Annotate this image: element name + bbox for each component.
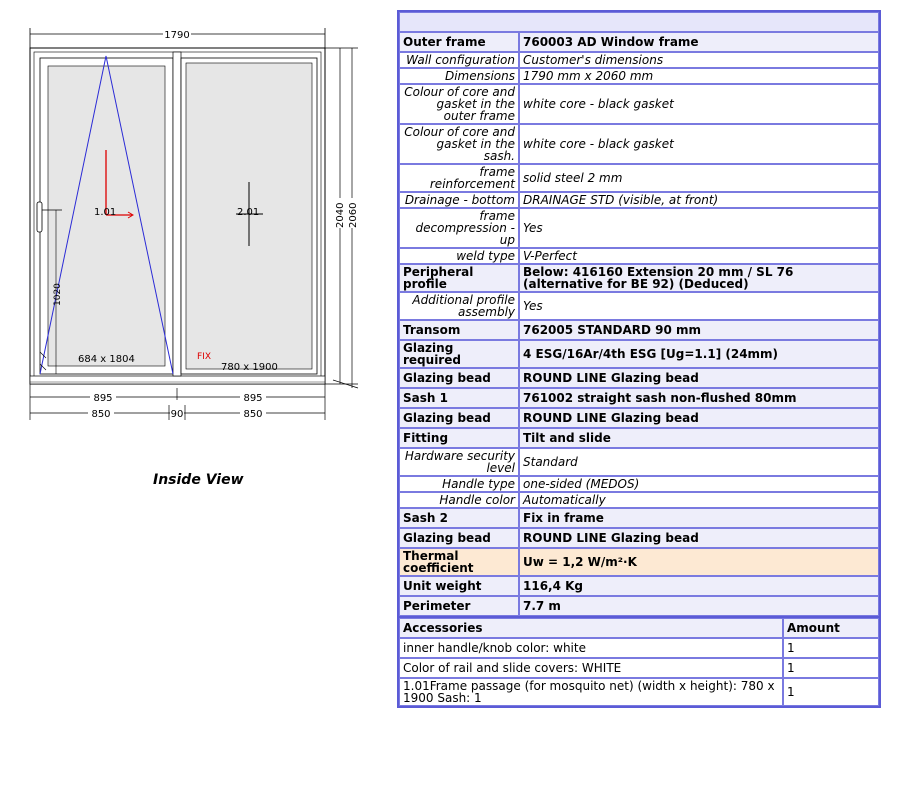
spec-key: Dimensions (399, 68, 519, 84)
spec-row (399, 476, 879, 492)
spec-header-row (399, 12, 879, 32)
spec-key: Fitting (399, 428, 519, 448)
amount-header: Amount (783, 618, 879, 638)
spec-value: Customer's dimensions (519, 52, 879, 68)
spec-row (399, 528, 879, 548)
spec-key: Outer frame (399, 32, 519, 52)
spec-value: 4 ESG/16Ar/4th ESG [Ug=1.1] (24mm) (519, 340, 879, 368)
spec-value: ROUND LINE Glazing bead (519, 528, 879, 548)
spec-value: DRAINAGE STD (visible, at front) (519, 192, 879, 208)
spec-value: one-sided (MEDOS) (519, 476, 879, 492)
spec-value: white core - black gasket (519, 124, 879, 164)
spec-row (399, 320, 879, 340)
spec-value: Tilt and slide (519, 428, 879, 448)
spec-value: Uw = 1,2 W/m²·K (519, 548, 879, 576)
spec-row (399, 408, 879, 428)
fix-label: FIX (197, 352, 211, 362)
spec-key: Glazing required (399, 340, 519, 368)
spec-key: Glazing bead (399, 528, 519, 548)
spec-row (399, 508, 879, 528)
spec-key: Handle color (399, 492, 519, 508)
dim-90: 90 (170, 409, 184, 420)
spec-value: Below: 416160 Extension 20 mm / SL 76 (alternative for BE 92) (Deduced) (519, 264, 879, 292)
transom (173, 52, 181, 376)
spec-key: Colour of core and gasket in the outer frame (399, 84, 519, 124)
spec-key: Thermal coefficient (399, 548, 519, 576)
spec-value: white core - black gasket (519, 84, 879, 124)
accessory-name: Color of rail and slide covers: WHITE (399, 658, 783, 678)
accessory-row (399, 658, 879, 678)
spec-value: 762005 STANDARD 90 mm (519, 320, 879, 340)
spec-table (397, 10, 881, 618)
spec-row (399, 596, 879, 616)
spec-value: V-Perfect (519, 248, 879, 264)
accessories-header: Accessories (399, 618, 783, 638)
accessory-row (399, 638, 879, 658)
spec-key: Perimeter (399, 596, 519, 616)
window-drawing (0, 0, 390, 440)
spec-value: Standard (519, 448, 879, 476)
inside-view-caption: Inside View (153, 472, 244, 488)
spec-key: Handle type (399, 476, 519, 492)
accessories-header-row (399, 618, 879, 638)
spec-row (399, 388, 879, 408)
accessories-table (397, 618, 881, 708)
spec-row (399, 292, 879, 320)
accessory-amount: 1 (783, 678, 879, 706)
spec-value: Yes (519, 208, 879, 248)
spec-row (399, 164, 879, 192)
left-glass-size: 684 x 1804 (78, 354, 135, 365)
sash-left-label: 1.01 (94, 207, 117, 218)
spec-value: ROUND LINE Glazing bead (519, 408, 879, 428)
spec-value: Automatically (519, 492, 879, 508)
dim-895-right: 895 (243, 393, 263, 404)
sash-right-label: 2.01 (237, 207, 260, 218)
spec-row (399, 124, 879, 164)
spec-row (399, 192, 879, 208)
spec-key: Drainage - bottom (399, 192, 519, 208)
spec-key: Sash 2 (399, 508, 519, 528)
spec-row (399, 548, 879, 576)
spec-value: solid steel 2 mm (519, 164, 879, 192)
spec-value: 7.7 m (519, 596, 879, 616)
spec-row (399, 84, 879, 124)
spec-row (399, 428, 879, 448)
spec-key: Glazing bead (399, 368, 519, 388)
spec-value: 116,4 Kg (519, 576, 879, 596)
dim-850-right: 850 (243, 409, 263, 420)
spec-row (399, 492, 879, 508)
spec-row (399, 208, 879, 248)
spec-key: weld type (399, 248, 519, 264)
handle-height-label: 1020 (53, 283, 63, 306)
height-outer-label: 2060 (348, 202, 359, 228)
accessory-row (399, 678, 879, 706)
accessory-amount: 1 (783, 658, 879, 678)
accessory-name: 1.01Frame passage (for mosquito net) (width x height): 780 x 1900 Sash: 1 (399, 678, 783, 706)
spec-row (399, 32, 879, 52)
spec-row (399, 52, 879, 68)
spec-key: Peripheral profile (399, 264, 519, 292)
spec-row (399, 340, 879, 368)
spec-key: Additional profile assembly (399, 292, 519, 320)
overall-width-label: 1790 (164, 30, 190, 41)
spec-key: Unit weight (399, 576, 519, 596)
accessory-name: inner handle/knob color: white (399, 638, 783, 658)
spec-value: 761002 straight sash non-flushed 80mm (519, 388, 879, 408)
spec-row (399, 448, 879, 476)
spec-key: Colour of core and gasket in the sash. (399, 124, 519, 164)
spec-value: 760003 AD Window frame (519, 32, 879, 52)
spec-key: Wall configuration (399, 52, 519, 68)
spec-row (399, 368, 879, 388)
spec-row (399, 248, 879, 264)
spec-value: 1790 mm x 2060 mm (519, 68, 879, 84)
dim-895-left: 895 (93, 393, 113, 404)
spec-key: Transom (399, 320, 519, 340)
height-inner-label: 2040 (335, 202, 346, 228)
accessory-amount: 1 (783, 638, 879, 658)
spec-row (399, 68, 879, 84)
right-glass-size: 780 x 1900 (221, 362, 278, 373)
spec-row (399, 264, 879, 292)
spec-panel (397, 10, 881, 708)
spec-value: Yes (519, 292, 879, 320)
spec-row (399, 576, 879, 596)
spec-key: Glazing bead (399, 408, 519, 428)
spec-value: Fix in frame (519, 508, 879, 528)
dim-850-left: 850 (91, 409, 111, 420)
spec-key: frame decompression - up (399, 208, 519, 248)
spec-value: ROUND LINE Glazing bead (519, 368, 879, 388)
spec-key: Sash 1 (399, 388, 519, 408)
spec-key: Hardware security level (399, 448, 519, 476)
spec-key: frame reinforcement (399, 164, 519, 192)
